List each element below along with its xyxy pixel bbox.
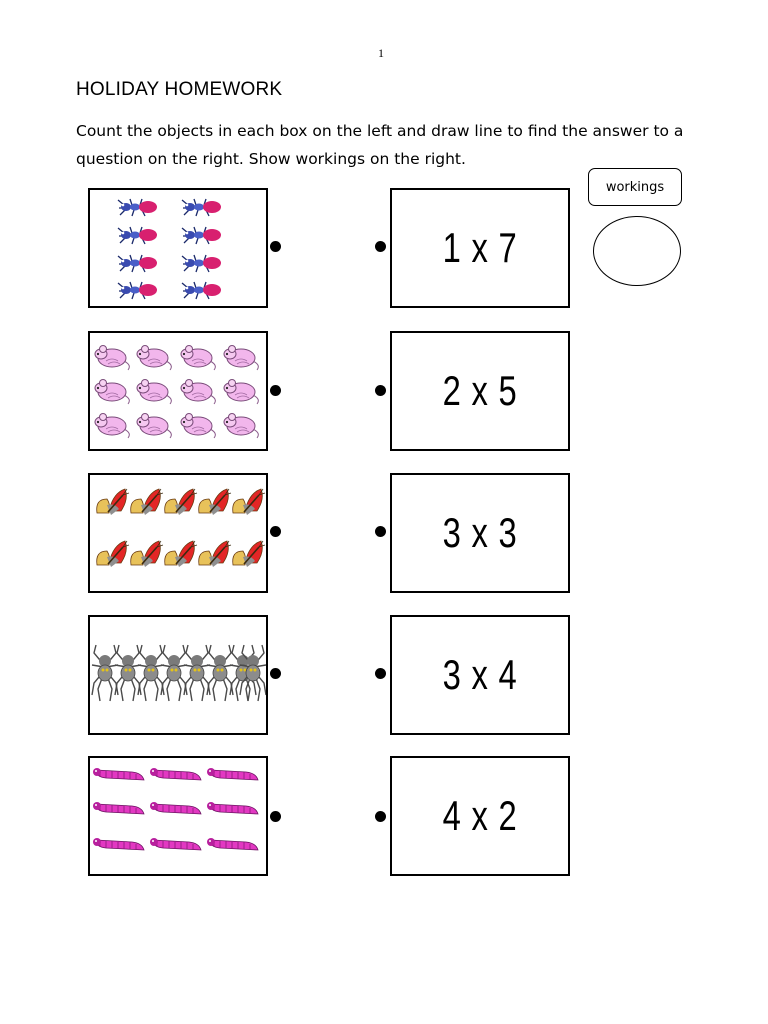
right-dot-3[interactable] xyxy=(375,526,386,537)
worksheet-title: HOLIDAY HOMEWORK xyxy=(76,79,283,100)
right-dot-5[interactable] xyxy=(375,811,386,822)
picture-box-spiders xyxy=(88,615,268,735)
instructions: Count the objects in each box on the left and draw line to find the answer to a question on the right. Show workings on the right. xyxy=(76,122,684,168)
question-text: 2 x 5 xyxy=(442,367,518,414)
question-box-1 xyxy=(390,188,570,308)
workings-label xyxy=(588,168,682,206)
caterpillar-icon xyxy=(90,758,266,874)
picture-box-butterflies xyxy=(88,473,268,593)
question-text: 3 x 3 xyxy=(442,509,518,556)
spider-icon xyxy=(90,617,266,733)
picture-box-ants xyxy=(88,188,268,308)
question-text: 3 x 4 xyxy=(442,651,518,698)
question-box-2 xyxy=(390,331,570,451)
ant-icon xyxy=(90,190,266,306)
question-text: 1 x 7 xyxy=(442,224,518,271)
left-dot-5[interactable] xyxy=(270,811,281,822)
left-dot-4[interactable] xyxy=(270,668,281,679)
right-dot-4[interactable] xyxy=(375,668,386,679)
right-dot-2[interactable] xyxy=(375,385,386,396)
picture-box-caterpillars xyxy=(88,756,268,876)
question-box-3 xyxy=(390,473,570,593)
workings-label-text: workings xyxy=(605,179,665,195)
question-box-5 xyxy=(390,756,570,876)
left-dot-2[interactable] xyxy=(270,385,281,396)
workings-circle[interactable] xyxy=(593,216,681,286)
page-number: 1 xyxy=(378,46,384,60)
question-text: 4 x 2 xyxy=(442,792,518,839)
mouse-icon xyxy=(90,333,266,449)
butterfly-icon xyxy=(90,475,266,591)
picture-box-mice xyxy=(88,331,268,451)
question-box-4 xyxy=(390,615,570,735)
right-dot-1[interactable] xyxy=(375,241,386,252)
left-dot-3[interactable] xyxy=(270,526,281,537)
left-dot-1[interactable] xyxy=(270,241,281,252)
